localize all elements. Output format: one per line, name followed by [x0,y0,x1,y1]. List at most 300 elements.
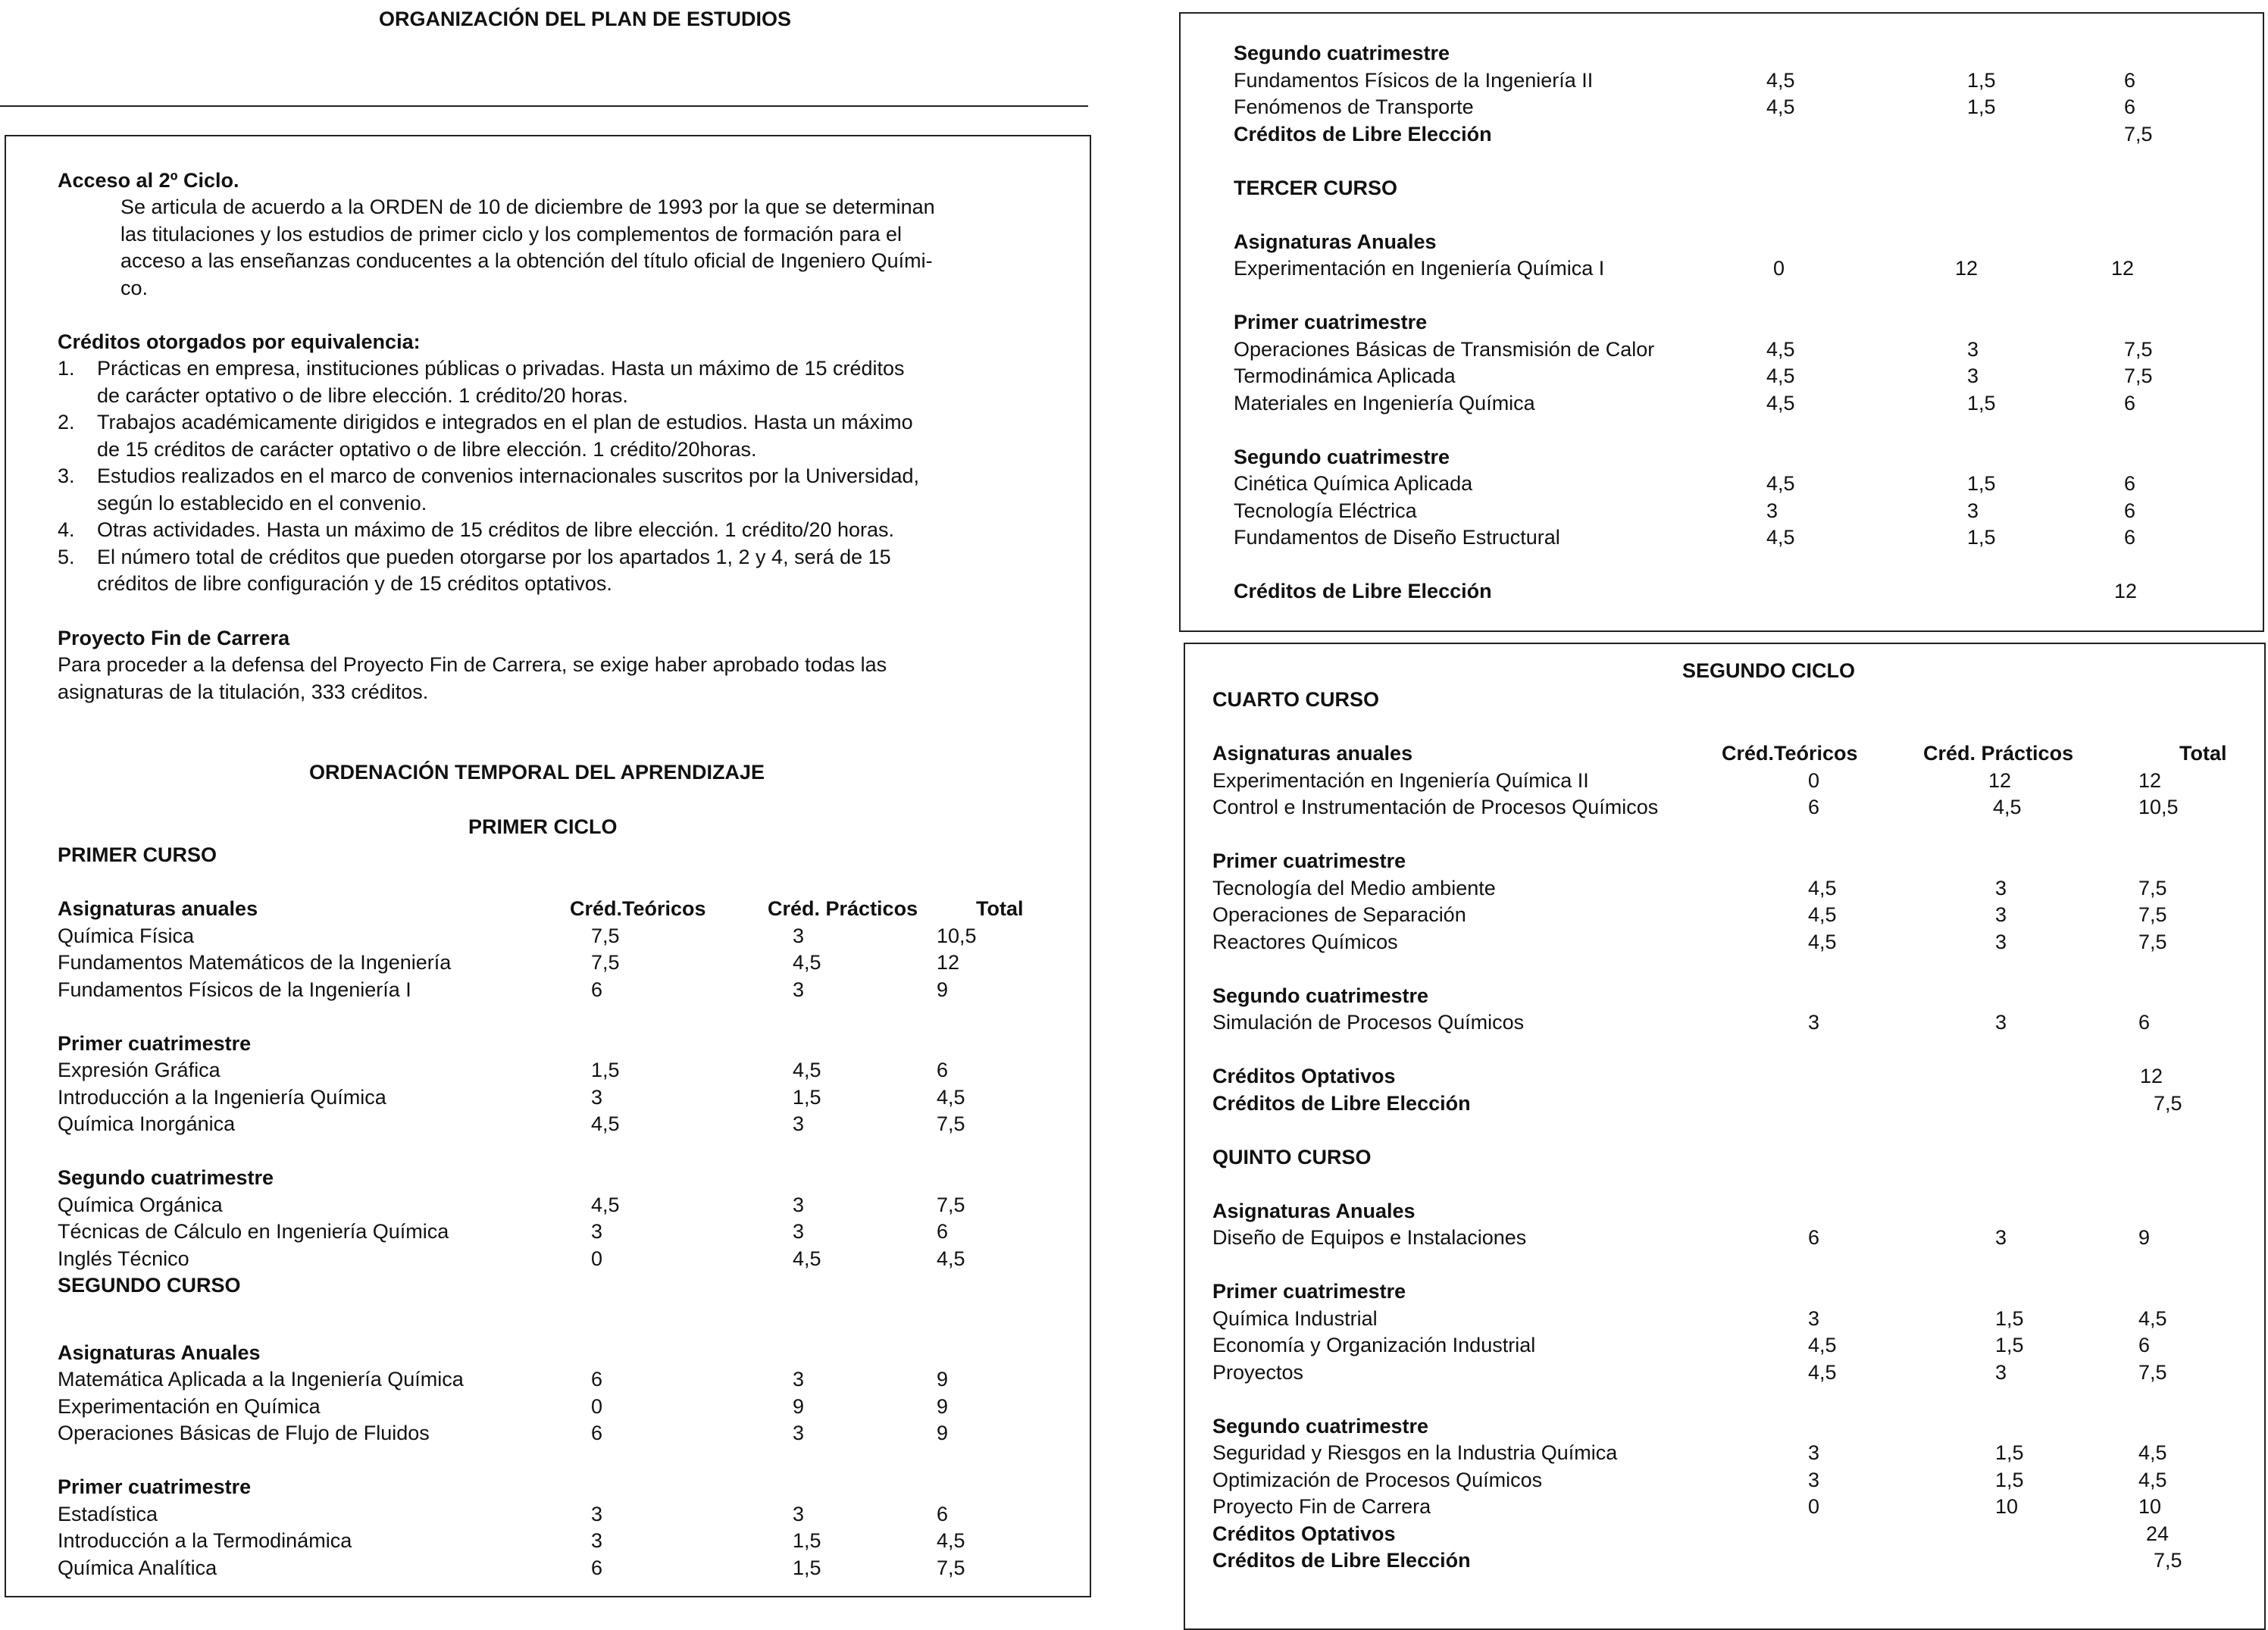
item-text: créditos de libre configuración y de 15 créditos optativos. [97,572,612,595]
summary-value: 24 [2146,1522,2169,1545]
table-row [58,1420,1073,1447]
section-heading: Primer cuatrimestre [1212,849,1406,872]
total-cell: 4,5 [937,1529,965,1552]
table-row [58,1366,1073,1394]
practice-cell: 10 [1995,1495,2019,1518]
practice-cell: 3 [1967,364,1979,387]
table-row [1234,175,2249,202]
subject-cell: Química Física [58,924,195,947]
total-cell: 9 [937,1394,949,1418]
section-heading: Primer cuatrimestre [58,1031,252,1055]
total-cell: 7,5 [2124,364,2153,387]
table-row [1234,498,2249,525]
subject-cell: Operaciones de Separación [1212,903,1466,926]
total-cell: 6 [937,1220,949,1243]
table-row [58,842,1073,869]
item-text: de 15 créditos de carácter optativo o de libre elección. 1 crédito/20horas. [97,437,757,461]
spacer [58,1447,1073,1475]
practice-cell: 3 [793,1112,805,1135]
theory-cell: 4,5 [1808,903,1837,926]
theory-cell: 4,5 [591,1193,620,1216]
practice-cell: 3 [1967,337,1979,361]
spacer [1212,821,2243,849]
optativos-row [1212,1521,2243,1548]
subject-cell: Inglés Técnico [58,1247,189,1270]
subject-cell: Matemática Aplicada a la Ingeniería Química [58,1368,464,1391]
theory-cell: 4,5 [1766,391,1795,415]
subject-cell: Tecnología del Medio ambiente [1212,876,1496,899]
subject-cell: Operaciones Básicas de Flujo de Fluidos [58,1422,430,1444]
subject-cell: Simulación de Procesos Químicos [1212,1011,1525,1034]
summary-value: 12 [2114,580,2138,602]
theory-cell: 7,5 [591,924,620,947]
table-row [1234,471,2249,498]
theory-cell: 4,5 [1766,472,1795,495]
total-cell: 7,5 [2138,903,2167,926]
access-line: acceso a las enseñanzas conducentes a la obtención del título oficial de Ingeniero Quími- [120,249,933,272]
practice-cell: 1,5 [1995,1468,2024,1491]
credits-equiv-item [58,409,919,436]
spacer [1212,956,2243,983]
total-cell: 6 [2124,68,2136,92]
table-row [58,1272,1073,1312]
access-text [120,194,935,302]
table-row [1212,848,2243,875]
credits-equiv-list [58,355,919,598]
table-row [58,1394,1073,1421]
total-cell: 9 [937,1368,949,1391]
table-row [1212,902,2243,929]
practice-cell: 3 [1995,1360,2007,1384]
total-cell: 10,5 [2138,796,2179,818]
total-cell: 4,5 [2138,1441,2167,1464]
section-heading: Segundo cuatrimestre [1212,1414,1429,1438]
practice-cell: 4,5 [793,1059,821,1081]
table-row [58,1219,1073,1246]
theory-cell: 7,5 [591,951,620,974]
total-cell: 4,5 [2138,1468,2167,1491]
table-row [1212,1278,2243,1306]
theory-cell: 4,5 [1766,526,1795,549]
total-cell: 7,5 [2138,930,2167,953]
summary-label: Créditos de Libre Elección [1234,580,1492,602]
total-cell: 4,5 [937,1085,965,1109]
credits-equiv-item [58,490,919,518]
table-row [1212,1009,2243,1037]
credits-equiv-item [58,436,919,464]
total-cell: 12 [2111,257,2135,280]
total-cell: 7,5 [2124,337,2153,361]
section-heading: Asignaturas Anuales [58,1341,261,1364]
table-row [58,1474,1073,1501]
total-cell: 6 [2124,95,2136,118]
table-row [1234,309,2249,336]
total-cell: 9 [937,1422,949,1444]
practice-cell: 3 [1995,876,2007,899]
theory-cell: 6 [591,1556,603,1579]
table-row [1212,875,2243,903]
spacer [1234,202,2249,229]
table-row [1212,1306,2243,1333]
page-title: ORGANIZACIÓN DEL PLAN DE ESTUDIOS [379,8,792,30]
spacer [58,869,1073,896]
theory-cell: 4,5 [1766,68,1795,92]
theory-cell: 0 [591,1394,603,1418]
practice-cell: 9 [793,1394,805,1418]
subject-cell: Química Orgánica [58,1193,223,1216]
table-row [1212,1225,2243,1252]
practice-cell: 3 [793,1193,805,1216]
practice-cell: 3 [1967,499,1979,522]
spacer [58,1138,1073,1165]
total-cell: 6 [2124,472,2136,495]
libre-eleccion-row [1212,1090,2243,1118]
subject-cell: Introducción a la Termodinámica [58,1529,352,1552]
theory-cell: 0 [591,1247,603,1270]
credits-equiv-item [58,544,919,571]
access-line: co. [120,276,149,299]
table-row [1234,390,2249,418]
subject-cell: Fundamentos de Diseño Estructural [1234,526,1560,549]
table-row [1212,1413,2243,1441]
theory-cell: 3 [1808,1441,1820,1464]
col-header-practice: Créd. Prácticos [1923,742,2074,765]
col-header-total: Total [2179,742,2227,765]
subject-cell: Experimentación en Ingeniería Química II [1212,768,1589,792]
practice-cell: 1,5 [1995,1334,2024,1356]
table-row [58,950,1073,977]
item-number: 2. [58,411,75,433]
table-row [1234,67,2249,95]
theory-cell: 3 [1766,499,1778,522]
primer-ciclo-title: PRIMER CICLO [468,815,618,838]
spacer [1234,148,2249,175]
total-cell: 6 [937,1502,949,1525]
practice-cell: 3 [793,1368,805,1391]
theory-cell: 3 [1808,1306,1820,1330]
credits-equiv-item [58,463,919,490]
subject-cell: Expresión Gráfica [58,1059,221,1081]
total-cell: 12 [937,951,960,974]
subject-cell: Control e Instrumentación de Procesos Químicos [1212,796,1659,818]
credits-equiv-heading: Créditos otorgados por equivalencia: [58,330,421,353]
table-row [58,1031,1073,1058]
subject-cell: Economía y Organización Industrial [1212,1334,1536,1356]
total-cell: 6 [2138,1334,2151,1356]
segundo-ciclo-title: SEGUNDO CICLO [1682,659,1856,682]
spacer [1212,1171,2243,1198]
col-header-subject: Asignaturas anuales [58,897,258,920]
practice-cell: 4,5 [793,951,821,974]
summary-label: Créditos de Libre Elección [1234,122,1492,145]
segundo-tercer-curso-table [1234,40,2249,605]
optativos-row [1212,1063,2243,1090]
total-cell: 7,5 [2138,1360,2167,1384]
table-row [1212,1494,2243,1521]
summary-value: 7,5 [2124,122,2153,145]
section-heading: Primer cuatrimestre [1234,311,1428,333]
item-text: Trabajos académicamente dirigidos e integrados en el plan de estudios. Hasta un máximo [97,411,913,433]
practice-cell: 3 [793,978,805,1001]
practice-cell: 3 [1995,903,2007,926]
project-line: asignaturas de la titulación, 333 créditos. [58,680,429,703]
credits-equiv-item [58,571,919,598]
subject-cell: Experimentación en Química [58,1394,321,1418]
summary-value: 7,5 [2154,1549,2182,1572]
item-number: 5. [58,545,75,568]
subject-cell: Tecnología Eléctrica [1234,499,1417,522]
table-row [1212,794,2243,821]
table-row [58,977,1073,1004]
table-header-row [1212,740,2243,768]
title-divider [0,105,1088,107]
total-cell: 12 [2138,768,2162,792]
tercer-curso-heading: TERCER CURSO [1234,176,1398,199]
table-row [58,1555,1073,1582]
total-cell: 6 [2124,499,2136,522]
theory-cell: 4,5 [1808,930,1837,953]
item-number: 3. [58,465,75,487]
subject-cell: Optimización de Procesos Químicos [1212,1468,1543,1491]
section-heading: Primer cuatrimestre [58,1475,252,1498]
item-text: Estudios realizados en el marco de convenios internacionales suscritos por la Universidad, [97,465,920,487]
col-header-theory: Créd.Teóricos [1722,742,1858,765]
practice-cell: 4,5 [793,1247,821,1270]
subject-cell: Operaciones Básicas de Transmisión de Calor [1234,337,1655,361]
item-text: según lo establecido en el convenio. [97,491,427,515]
table-row [1234,444,2249,471]
theory-cell: 6 [1808,796,1820,818]
total-cell: 10 [2138,1495,2162,1518]
summary-label: Créditos Optativos [1212,1522,1396,1545]
subject-cell: Introducción a la Ingeniería Química [58,1085,386,1109]
section-heading: Primer cuatrimestre [1212,1280,1406,1303]
theory-cell: 4,5 [1808,1360,1837,1384]
total-cell: 6 [937,1059,949,1081]
subject-cell: Diseño de Equipos e Instalaciones [1212,1226,1527,1249]
total-cell: 10,5 [937,924,977,947]
subject-cell: Proyecto Fin de Carrera [1212,1495,1431,1518]
libre-eleccion-row [1212,1547,2243,1575]
spacer [58,1003,1073,1031]
total-cell: 7,5 [937,1556,965,1579]
theory-cell: 4,5 [1808,1334,1837,1356]
theory-cell: 4,5 [1766,95,1795,118]
subject-cell: Química Inorgánica [58,1112,236,1135]
table-row [1212,1359,2243,1387]
project-line: Para proceder a la defensa del Proyecto Fin de Carrera, se exige haber aprobado todas las [58,653,887,676]
table-row [1212,1144,2243,1172]
access-heading: Acceso al 2º Ciclo. [58,169,239,192]
total-cell: 7,5 [937,1112,965,1135]
ordenacion-title: ORDENACIÓN TEMPORAL DEL APRENDIZAJE [309,761,765,784]
total-cell: 6 [2124,391,2136,415]
theory-cell: 4,5 [1808,876,1837,899]
table-row [58,1528,1073,1555]
subject-cell: Materiales en Ingeniería Química [1234,391,1535,415]
summary-value: 12 [2140,1065,2163,1087]
libre-eleccion-row [1234,121,2249,149]
subject-cell: Química Industrial [1212,1306,1378,1330]
col-header-subject: Asignaturas anuales [1212,742,1413,765]
practice-cell: 3 [1995,930,2007,953]
theory-cell: 6 [591,1422,603,1444]
theory-cell: 3 [1808,1011,1820,1034]
theory-cell: 0 [1808,1495,1820,1518]
col-header-theory: Créd.Teóricos [570,897,706,920]
spacer [58,1312,1073,1340]
table-row [58,1111,1073,1138]
subject-cell: Técnicas de Cálculo en Ingeniería Química [58,1220,449,1243]
primer-curso-heading: PRIMER CURSO [58,843,217,866]
practice-cell: 1,5 [1967,472,1996,495]
primer-ciclo-table [58,842,1073,1582]
theory-cell: 3 [591,1502,603,1525]
total-cell: 4,5 [2138,1306,2167,1330]
theory-cell: 4,5 [591,1112,620,1135]
subject-cell: Experimentación en Ingeniería Química I [1234,257,1605,280]
table-row [1212,687,2243,714]
practice-cell: 3 [1995,1011,2007,1034]
col-header-practice: Créd. Prácticos [768,897,918,920]
access-line: Se articula de acuerdo a la ORDEN de 10 de diciembre de 1993 por la que se determinan [120,196,935,218]
summary-label: Créditos de Libre Elección [1212,1091,1471,1115]
theory-cell: 6 [591,1368,603,1391]
theory-cell: 0 [1773,257,1785,280]
practice-cell: 4,5 [1993,796,2022,818]
segundo-curso-heading: SEGUNDO CURSO [58,1274,241,1297]
summary-label: Créditos Optativos [1212,1065,1396,1087]
subject-cell: Fundamentos Físicos de la Ingeniería II [1234,68,1594,92]
table-row [1234,40,2249,67]
subject-cell: Estadística [58,1502,158,1525]
table-row [58,1340,1073,1367]
subject-cell: Química Analítica [58,1556,217,1579]
table-row [1212,983,2243,1010]
table-row [58,1246,1073,1273]
item-text: El número total de créditos que pueden otorgarse por los apartados 1, 2 y 4, será de 15 [97,545,891,568]
item-text: Prácticas en empresa, instituciones públicas o privadas. Hasta un máximo de 15 créditos [97,357,905,380]
cuarto-curso-heading: CUARTO CURSO [1212,688,1380,711]
table-row [58,1192,1073,1219]
spacer [1234,417,2249,444]
table-row [58,1084,1073,1112]
table-row [1212,1440,2243,1467]
spacer [1212,1037,2243,1064]
practice-cell: 1,5 [1967,391,1996,415]
item-number: 4. [58,518,75,541]
practice-cell: 1,5 [1967,526,1996,549]
section-heading: Segundo cuatrimestre [1234,42,1450,64]
table-row [58,1165,1073,1192]
table-row [1212,768,2243,795]
total-cell: 4,5 [937,1247,965,1270]
subject-cell: Fundamentos Físicos de la Ingeniería I [58,978,411,1001]
practice-cell: 1,5 [793,1529,821,1552]
practice-cell: 12 [1955,257,1979,280]
subject-cell: Fundamentos Matemáticos de la Ingeniería [58,951,452,974]
table-row [1234,255,2249,283]
quinto-curso-heading: QUINTO CURSO [1212,1145,1372,1169]
table-row [58,923,1073,950]
section-heading: Segundo cuatrimestre [1212,984,1429,1007]
total-cell: 7,5 [2138,876,2167,899]
section-heading: Asignaturas Anuales [1212,1199,1416,1222]
table-row [58,1057,1073,1084]
item-number: 1. [58,357,75,380]
table-row [1234,94,2249,121]
theory-cell: 0 [1808,768,1820,792]
credits-equiv-item [58,517,919,544]
credits-equiv-item [58,355,919,383]
total-cell: 7,5 [937,1193,965,1216]
practice-cell: 1,5 [1995,1306,2024,1330]
practice-cell: 3 [793,1502,805,1525]
theory-cell: 6 [1808,1226,1820,1249]
item-text: de carácter optativo o de libre elección. 1 crédito/20 horas. [97,383,628,407]
theory-cell: 3 [591,1529,603,1552]
table-row [1212,1332,2243,1359]
theory-cell: 3 [591,1220,603,1243]
total-cell: 6 [2138,1011,2151,1034]
practice-cell: 1,5 [793,1556,821,1579]
col-header-total: Total [976,897,1024,920]
theory-cell: 6 [591,978,603,1001]
table-row [1234,336,2249,364]
subject-cell: Fenómenos de Transporte [1234,95,1474,118]
practice-cell: 1,5 [1967,68,1996,92]
practice-cell: 3 [793,1220,805,1243]
total-cell: 6 [2124,526,2136,549]
item-text: Otras actividades. Hasta un máximo de 15 créditos de libre elección. 1 crédito/20 horas. [97,518,895,541]
access-line: las titulaciones y los estudios de primer ciclo y los complementos de formación para el [120,222,902,246]
project-heading: Proyecto Fin de Carrera [58,627,290,649]
table-row [58,1501,1073,1528]
subject-cell: Cinética Química Aplicada [1234,472,1473,495]
spacer [1212,1252,2243,1279]
practice-cell: 3 [1995,1226,2007,1249]
subject-cell: Reactores Químicos [1212,930,1398,953]
table-row [1212,929,2243,956]
credits-equiv-item [58,383,919,410]
theory-cell: 3 [1808,1468,1820,1491]
practice-cell: 1,5 [1995,1441,2024,1464]
libre-eleccion-row [1234,578,2249,605]
subject-cell: Seguridad y Riesgos en la Industria Química [1212,1441,1618,1464]
total-cell: 9 [2138,1226,2151,1249]
theory-cell: 4,5 [1766,337,1795,361]
subject-cell: Proyectos [1212,1360,1304,1384]
practice-cell: 1,5 [793,1085,821,1109]
subject-cell: Termodinámica Aplicada [1234,364,1456,387]
table-row [1234,363,2249,390]
theory-cell: 4,5 [1766,364,1795,387]
table-row [1212,1467,2243,1494]
table-header-row [58,896,1073,923]
table-row [1212,1198,2243,1225]
practice-cell: 1,5 [1967,95,1996,118]
practice-cell: 3 [793,924,805,947]
table-row [1234,524,2249,552]
section-heading: Segundo cuatrimestre [58,1166,274,1189]
spacer [1212,714,2243,741]
practice-cell: 3 [793,1422,805,1444]
section-heading: Segundo cuatrimestre [1234,445,1450,468]
spacer [1234,283,2249,310]
spacer [1212,1386,2243,1413]
theory-cell: 3 [591,1085,603,1109]
theory-cell: 1,5 [591,1059,620,1081]
